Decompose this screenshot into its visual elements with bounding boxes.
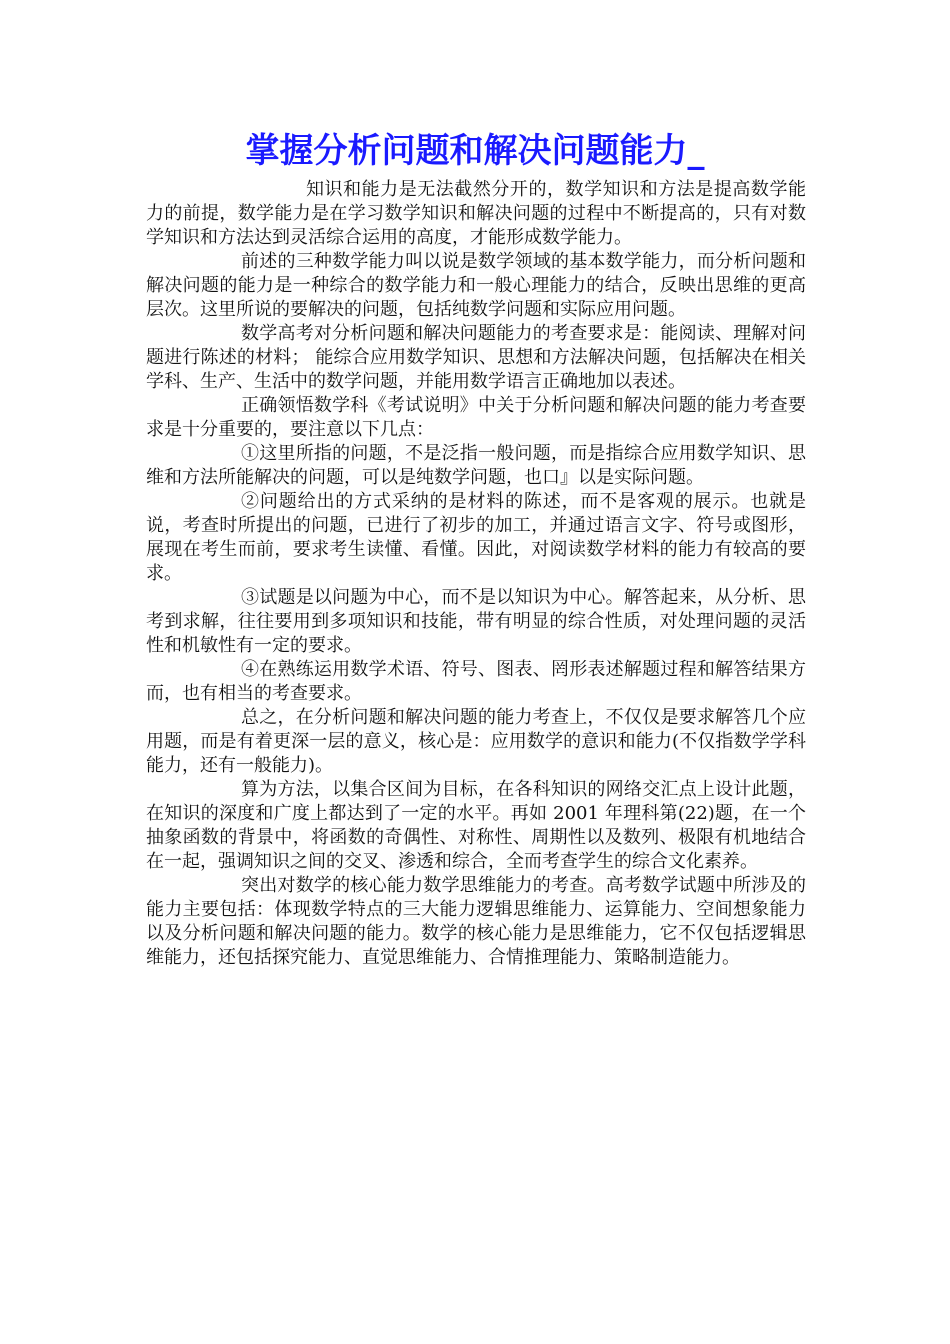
- paragraph-8: ④在熟练运用数学术语、符号、图表、罔形表述解题过程和解答结果方而，也有相当的考查要求。: [146, 659, 806, 704]
- paragraph-10: 算为方法，以集合区间为目标，在各科知识的网络交汇点上设计此题，在知识的深度和广度上都达到了一定的水平。再如 2001 年理科第(22)题，在一个抽象函数的背景中，将函数的奇偶性、对称性、周期性以及数列、极限有机地结合在一起，强调知识之间的交叉、渗透和综合，全而考查学生的综合文化素养。: [146, 779, 806, 872]
- paragraph-9: 总之，在分析问题和解决问题的能力考查上，不仅仅是要求解答几个应用题，而是有着更深一层的意义，核心是：应用数学的意识和能力(不仅指数学学科能力，还有一般能力)。: [146, 707, 806, 776]
- paragraph-2: 前述的三种数学能力叫以说是数学领域的基本数学能力，而分析问题和解决问题的能力是一种综合的数学能力和一般心理能力的结合，反映出思维的更高层次。这里所说的要解决的问题，包括纯数学问题和实际应用问题。: [146, 251, 806, 320]
- paragraph-3: 数学高考对分析问题和解决问题能力的考查要求是：能阅读、理解对问题进行陈述的材料； 能综合应用数学知识、思想和方法解决问题，包括解决在相关学科、生产、生活中的数学问题，并能用数学语言正确地加以表述。: [146, 323, 806, 392]
- paragraph-6: ②问题给出的方式采纳的是材料的陈述，而不是客观的展示。也就是说，考查时所提出的问题，已进行了初步的加工，并通过语言文字、符号或图形，展现在考生而前，要求考生读懂、看懂。因此，对阅读数学材料的能力有较高的要求。: [146, 491, 806, 584]
- paragraph-1: 知识和能力是无法截然分开的，数学知识和方法是提高数学能力的前提，数学能力是在学习数学知识和解决问题的过程中不断提高的，只有对数学知识和方法达到灵活综合运用的高度，才能形成数学能力。: [146, 179, 806, 248]
- document-title: 掌握分析问题和解决问题能力_: [245, 131, 705, 171]
- paragraph-11: 突出对数学的核心能力数学思维能力的考查。高考数学试题中所涉及的能力主要包括：体现数学特点的三大能力逻辑思维能力、运算能力、空间想象能力以及分析问题和解决问题的能力。数学的核心能力是思维能力，它不仅包括逻辑思维能力，还包括探究能力、直觉思维能力、合情推理能力、策略制造能力。: [146, 875, 806, 968]
- paragraph-4: 正确领悟数学科《考试说明》中关于分析问题和解决问题的能力考查要求是十分重要的，要注意以下几点：: [146, 395, 806, 440]
- paragraph-5: ①这里所指的问题，不是泛指一般问题，而是指综合应用数学知识、思维和方法所能解决的问题，可以是纯数学问题，也口』以是实际问题。: [146, 443, 806, 488]
- document-body: [146, 178, 806, 970]
- paragraph-7: ③试题是以问题为中心，而不是以知识为中心。解答起来，从分析、思考到求解，往往要用到多项知识和技能，带有明显的综合性质，对处理问题的灵活性和机敏性有一定的要求。: [146, 587, 806, 656]
